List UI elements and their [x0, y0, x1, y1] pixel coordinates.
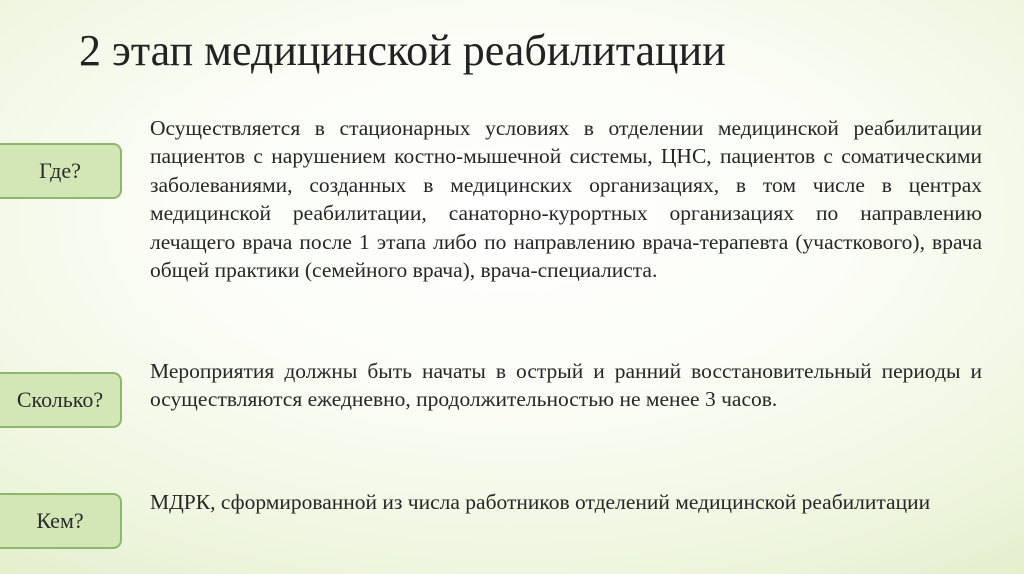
- label-where: Где?: [0, 143, 122, 199]
- label-who: Кем?: [0, 493, 122, 549]
- text-how-much: Мероприятия должны быть начаты в острый и ранний восстановительный периоды и осуществляются ежедневно, продолжительностью не менее 3 часов.: [150, 359, 982, 412]
- text-where: Осуществляется в стационарных условиях в отделении медицинской реабилитации пациентов с нарушением костно-мышечной системы, ЦНС, пациентов с соматическими заболеваниями, созданных в медицинских организациях, в том числе в центрах медицинской реабилитации, санаторно-курортных организациях по направлению лечащего врача после 1 этапа либо по направлению врача-терапевта (участкового), врача общей практики (семейного врача), врача-специалиста.: [150, 116, 982, 283]
- label-how-much: Сколько?: [0, 372, 122, 428]
- slide-title: 2 этап медицинской реабилитации: [79, 26, 726, 75]
- text-who: МДРК, сформированной из числа работников отделений медицинской реабилитации: [150, 490, 931, 514]
